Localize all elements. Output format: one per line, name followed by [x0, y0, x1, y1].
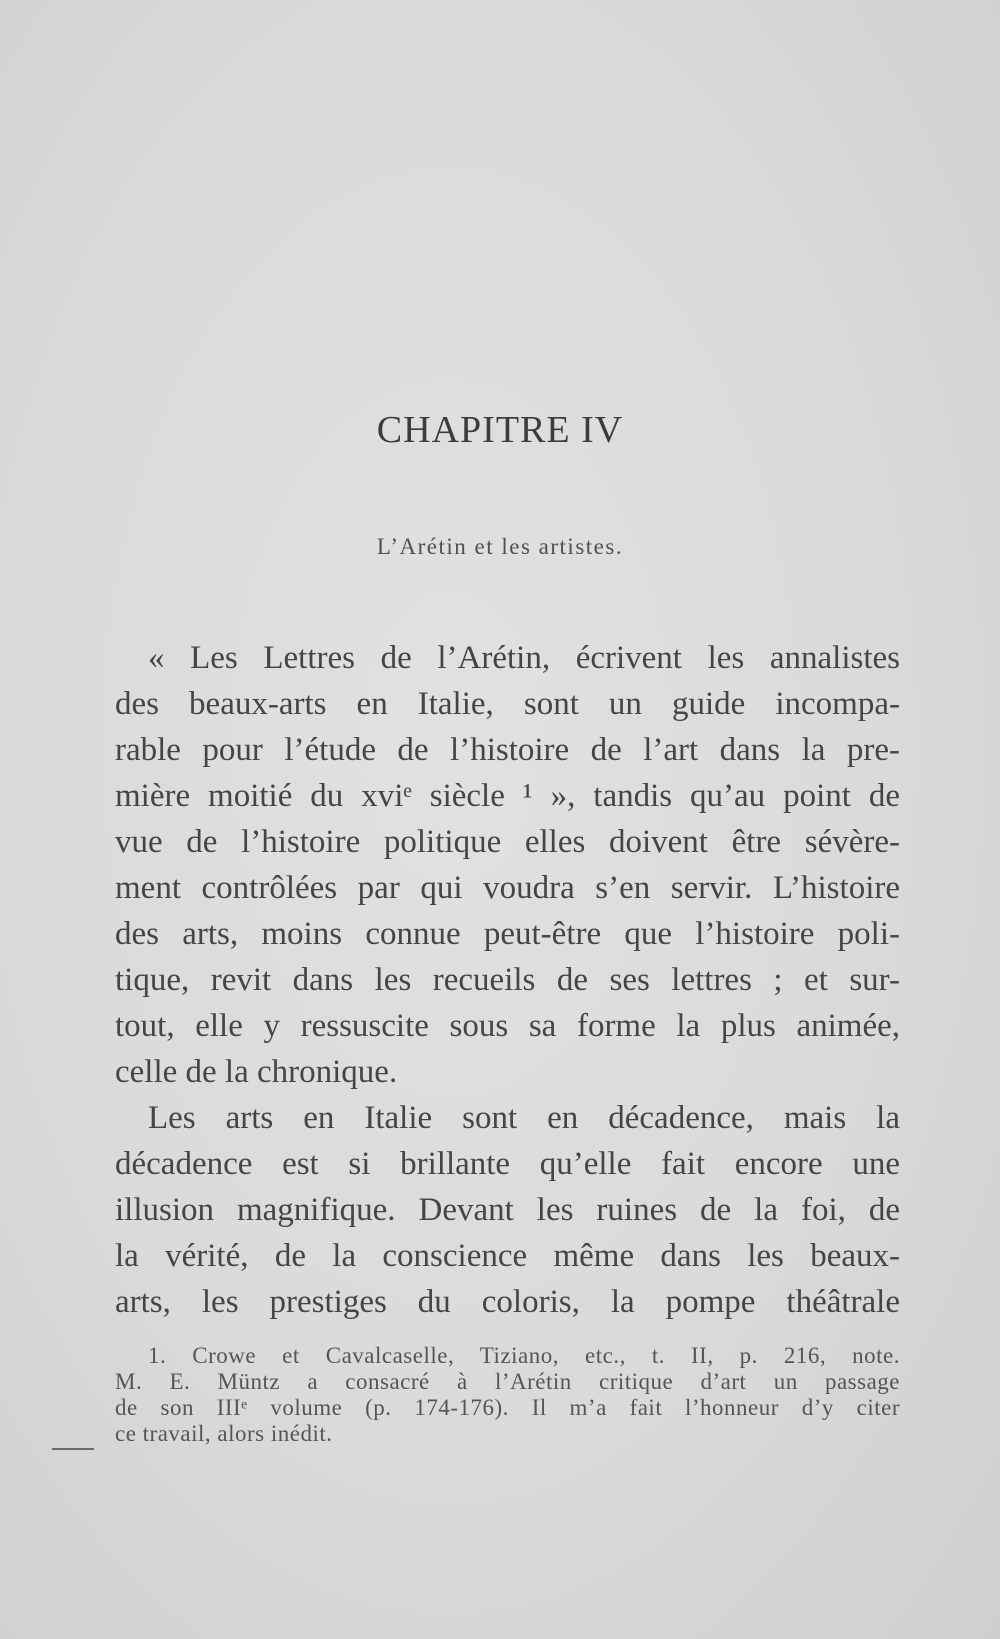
body-line: la vérité, de la conscience même dans les beaux-: [115, 1238, 900, 1274]
chapter-subtitle: L’Arétin et les artistes.: [376, 534, 624, 559]
body-text: [115, 635, 900, 1325]
chapter-title: CHAPITRE IV: [376, 409, 624, 451]
body-line: mière moitié du xviᵉ siècle ¹ », tandis qu’au point de: [115, 778, 900, 814]
body-line: arts, les prestiges du coloris, la pompe théâtrale: [115, 1284, 900, 1320]
body-line: tout, elle y ressuscite sous sa forme la plus animée,: [115, 1008, 900, 1044]
footnote-line: de son IIIᵉ volume (p. 174-176). Il m’a fait l’honneur d’y citer: [115, 1395, 900, 1420]
body-line: des beaux-arts en Italie, sont un guide incompa-: [115, 686, 900, 722]
body-line: illusion magnifique. Devant les ruines de la foi, de: [115, 1192, 900, 1228]
body-line: décadence est si brillante qu’elle fait encore une: [115, 1146, 900, 1182]
body-line: ment contrôlées par qui voudra s’en servir. L’histoire: [115, 870, 900, 906]
body-line: vue de l’histoire politique elles doivent être sévère-: [115, 824, 900, 860]
body-line: Les arts en Italie sont en décadence, mais la: [148, 1100, 900, 1136]
footnote-line: ce travail, alors inédit.: [115, 1421, 333, 1446]
body-line: rable pour l’étude de l’histoire de l’art dans la pre-: [115, 732, 900, 768]
footnotes: [115, 1343, 900, 1447]
footnote-line: M. E. Müntz a consacré à l’Arétin critique d’art un passage: [115, 1369, 900, 1394]
footnote-margin-mark: [52, 1448, 94, 1450]
footnote-line: 1. Crowe et Cavalcaselle, Tiziano, etc., t. II, p. 216, note.: [148, 1343, 900, 1368]
body-line: des arts, moins connue peut-être que l’histoire poli-: [115, 916, 900, 952]
body-line: « Les Lettres de l’Arétin, écrivent les annalistes: [148, 640, 900, 676]
body-line: tique, revit dans les recueils de ses lettres ; et sur-: [115, 962, 900, 998]
body-line: celle de la chronique.: [115, 1054, 398, 1090]
